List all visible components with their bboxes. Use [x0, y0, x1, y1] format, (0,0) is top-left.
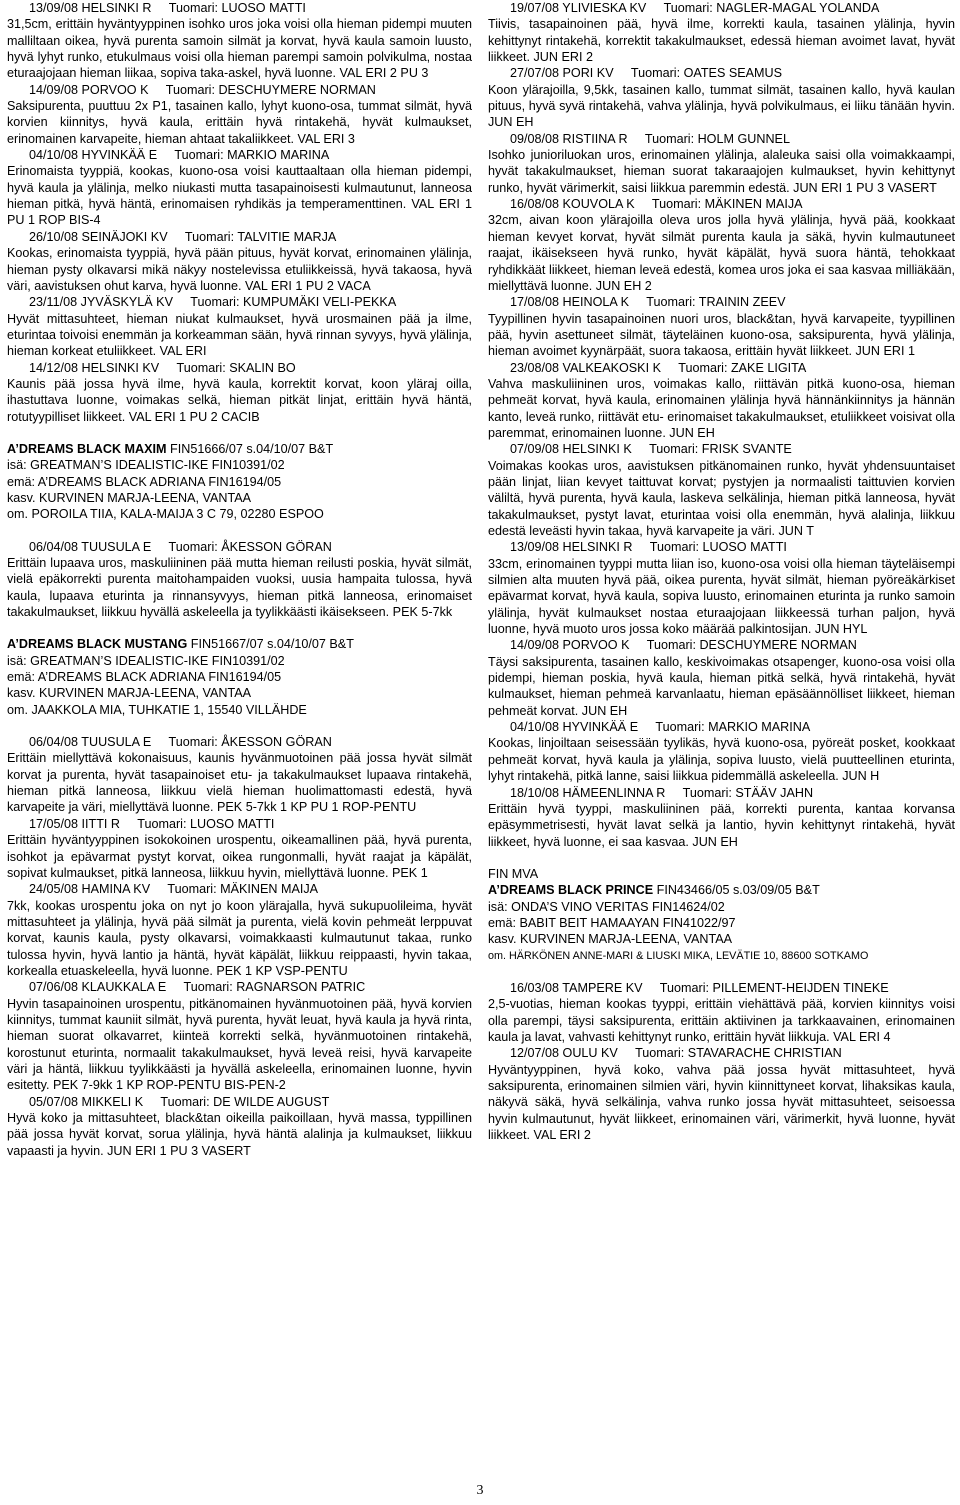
show-critique: 31,5cm, erittäin hyväntyyppinen isohko uros joka voisi olla hieman pidempi muuten malliltaan oikea, hyvä purenta samoin silmät ja korvat, hyvä kaula samoin luusto, hyvä lyhyt runko, etukulmaus voisi olla hieman parempi samoin polvikulma, nostaa eturaajojaan hieman liikaa, sopiva taka-askel, hyvä luonne. VAL ERI 2 PU 3: [7, 17, 472, 81]
show-critique: Koon ylärajoilla, 9,5kk, tasainen kallo, tummat silmät, tasainen kallo, hyvä kaulan pituus, hyvä syvä rintakehä, vahva ylälinja, hyvä polvikulmaus, ei liiku tänään hyvin. JUN EH: [488, 82, 955, 130]
show-critique: 7kk, kookas urospentu joka on nyt jo koon ylärajalla, hyvä sukupuolileima, hyvät mittasuhteet ja ylälinja, hyvä pää silmät ja purenta, vielä kovin pehmeät lerppuvat korvat, kaunis kaula, pysty olkavarsi, voimakkaasti kulmautunut takaa, runko tulossa hyvin, hyvä lantio ja häntä, hyvät käpälät, liikkuu reippaasti, hyvin takaa, korkealla etuaskeleella, hyvä luonne. PEK 1 KP VSP-PENTU: [7, 898, 472, 978]
show-heading: 17/05/08 IITTI R Tuomari: LUOSO MATTI: [29, 816, 275, 831]
show-heading: 24/05/08 HAMINA KV Tuomari: MÄKINEN MAIJA: [29, 882, 319, 897]
spacer: [488, 850, 955, 866]
spacer: [7, 620, 472, 636]
dog-breeder: kasv. KURVINEN MARJA-LEENA, VANTAA: [7, 490, 251, 505]
dog-owner: om. JAAKKOLA MIA, TUHKATIE 1, 15540 VILLÄHDE: [7, 702, 307, 717]
show-critique: Tyypillinen hyvin tasapainoinen nuori uros, black&tan, hyvä karvapeite, tyypillinen pää, hyvin asettuneet silmät, täyteläinen kuono-osa, saksipurenta, hyvä ylälinja, hieman avoimet kyynärpäät, suora takaosa, erittäin hyvät liikkeet. JUN ERI 1: [488, 311, 955, 359]
dog-name: A’DREAMS BLACK PRINCE: [488, 883, 654, 898]
show-critique: Kookas, linjoiltaan seisessään tyylikäs, hyvä kuono-osa, pyöreät posket, kookkaat pehmeät korvat, hyvä kaula ja ylälinja, sopiva luusto, vielä puutteellinen eturinta, lyhyt rintakehä, pitkä lanne, saisi liikkua pidemmällä askeleella. JUN H: [488, 736, 955, 784]
show-critique: Hyvä koko ja mittasuhteet, black&tan oikeilla paikoillaan, hyvä massa, typpillinen pää jossa hyvät korvat, sorua ylälinja, hyvä häntä alalinja ja kulmaukset, liikkuu vapaasti ja hyvin. JUN ERI 1 PU 3 VASERT: [7, 1111, 472, 1158]
show-critique: Hyväntyyppinen, hyvä koko, vahva pää jossa hyvät mittasuhteet, hyvä saksipurenta, erinomainen silmien väri, hyvin kiinnittyneet korvat, lihaksikas kaula, näkyvä säkä, hyvä selkälinja, vahva runko jossa hyvät mittasuhteet, seisoessa hyvin kulmautunut, hyvät liikkeet, erinomainen väri, värimerkit, hyvä luonne, hyvät liikkeet. VAL ERI 2: [488, 1062, 955, 1143]
show-heading: 13/09/08 HELSINKI R Tuomari: LUOSO MATTI: [510, 540, 787, 555]
show-heading: 16/08/08 KOUVOLA K Tuomari: MÄKINEN MAIJA: [510, 197, 803, 212]
dog-entry-title: [7, 441, 472, 457]
dog-entry-title: [7, 636, 472, 652]
dog-registration: FIN51666/07 s.04/10/07 B&T: [166, 441, 334, 456]
show-heading: 07/06/08 KLAUKKALA E Tuomari: RAGNARSON PATRIC: [29, 980, 366, 995]
show-heading: 16/03/08 TAMPERE KV Tuomari: PILLEMENT-HEIJDEN TINEKE: [510, 980, 889, 995]
dog-name: A’DREAMS BLACK MUSTANG: [7, 637, 188, 652]
show-critique: Erittäin lupaava uros, maskuliininen pää mutta hieman reilusti poskia, hyvät silmät, vielä epäkorrekti purenta maitohampaiden vuoksi, uusia hampaita tulossa, hyvä kaula, lupaava eturinta ja rinnansyvyys, hieman pitkä lanneosa, erinomaiset takakulmaukset, liikkuu hyvällä askeleella ja tyylikkäästi ikäisekseen. PEK 5-7kk: [7, 556, 472, 620]
show-critique: Isohko junioriluokan uros, erinomainen ylälinja, alaleuka saisi olla voimakkaampi, hyvät takakulmaukset, hieman suorat takaraajojen kulmaukset, hyvin kehittynyt runko, hyvät värimerkit, saisi liikkua paremmin edestä. JUN ERI 1 PU 3 VASERT: [488, 148, 955, 195]
dog-dam: emä: A’DREAMS BLACK ADRIANA FIN16194/05: [7, 670, 282, 685]
show-critique: Erittäin hyväntyyppinen isokokoinen urospentu, oikeamallinen pää, hyvä purenta, isohkot ja epävarmat pystyt korvat, oikea rungonmalli, hyvät raajat ja käpälät, sopivat kulmaukset, pitkä lanneosa, liikkuu hyvin, miellyttävä luonne. PEK 1: [7, 833, 472, 880]
show-heading: 23/08/08 VALKEAKOSKI K Tuomari: ZAKE LIGITA: [510, 360, 807, 375]
show-critique: 33cm, erinomainen tyyppi mutta liian iso, kuono-osa voisi olla hieman täyteläisempi silmien alta muuten hyvä pää, oikea purenta, hyvät silmät, hieman pyöreäkärkiset epävarmat korvat, hyvä kaula, sopiva luusto, erinomainen eturinta ja runko samoin ylälinja, hyvät kulmaukset nostaa eturaajojaan liikkeessä turhan paljon, hyvä luonne, hyvä muoto uros jossa koko määrää palkintosijan. JUN HYL: [488, 556, 955, 637]
show-heading: 04/10/08 HYVINKÄÄ E Tuomari: MARKIO MARINA: [29, 148, 330, 163]
show-heading: 07/09/08 HELSINKI K Tuomari: FRISK SVANTE: [510, 442, 792, 457]
dog-sire: isä: GREATMAN’S IDEALISTIC-IKE FIN10391/02: [7, 653, 285, 668]
dog-dam: emä: A’DREAMS BLACK ADRIANA FIN16194/05: [7, 474, 282, 489]
dog-breeder: kasv. KURVINEN MARJA-LEENA, VANTAA: [7, 686, 251, 701]
dog-registration: FIN43466/05 s.03/09/05 B&T: [653, 883, 820, 898]
dog-entry-title: [488, 882, 955, 898]
show-critique: Vahva maskuliininen uros, voimakas kallo, riittävän pitkä kuono-osa, hieman pehmeät korvat, hyvä kaula, erinomainen ylälinja hyvä hännänkiinnitys ja hännän kanto, leveä runko, riittävät etu- erinomaiset takakulmaukset, etuliikkeet voisivat olla paremmat, erinomainen luonne. JUN EH: [488, 376, 955, 440]
show-heading: 12/07/08 OULU KV Tuomari: STAVARACHE CHRISTIAN: [510, 1046, 842, 1061]
section-label: FIN MVA: [488, 866, 539, 881]
show-critique: Erinomaista tyyppiä, kookas, kuono-osa voisi kauttaaltaan olla hieman pidempi, hyvä kaula ja ylälinja, melko niukasti mutta tasapainoisesti kulmautunut, lanneosa hieman pitkä, hyvä häntä, erinomaisen ryhdikäs ja temperamenttinen. VAL ERI 1 PU 1 ROP BIS-4: [7, 164, 472, 228]
show-heading: 14/09/08 PORVOO K Tuomari: DESCHUYMERE NORMAN: [510, 638, 857, 653]
show-critique: Täysi saksipurenta, tasainen kallo, keskivoimakas otsapenger, kuono-osa voisi olla pidempi, hieman poskia, hyvä kaula, hieman pitkä selkä, hyvä rintakehä, hyvät kulmaukset, hieman pehmeä karvanlaatu, hieman epäsäännölliset liikkeet, hieman pehmeät korvat. JUN EH: [488, 654, 955, 718]
show-heading: 26/10/08 SEINÄJOKI KV Tuomari: TALVITIE MARJA: [29, 229, 337, 244]
show-critique: Hyvät mittasuhteet, hieman niukat kulmaukset, hyvä urosmainen pää ja ilme, eturintaa toivoisi enemmän ja korkeamman sään, hyvä rinnan syvyys, hyvä ylälinja, hieman korkeat etuliikkeet. VAL ERI: [7, 311, 472, 359]
spacer: [7, 523, 472, 539]
page-number: 3: [476, 1483, 484, 1498]
show-heading: 17/08/08 HEINOLA K Tuomari: TRAININ ZEEV: [510, 295, 786, 310]
show-heading: 05/07/08 MIKKELI K Tuomari: DE WILDE AUGUST: [29, 1094, 330, 1109]
dog-sire: isä: ONDA’S VINO VERITAS FIN14624/02: [488, 899, 725, 914]
show-heading: 23/11/08 JYVÄSKYLÄ KV Tuomari: KUMPUMÄKI VELI-PEKKA: [29, 295, 397, 310]
dog-name: A’DREAMS BLACK MAXIM: [7, 441, 167, 456]
right-column: [488, 0, 955, 1143]
show-heading: 18/10/08 HÄMEENLINNA R Tuomari: STÄÄV JAHN: [510, 785, 814, 800]
show-heading: 19/07/08 YLIVIESKA KV Tuomari: NAGLER-MAGAL YOLANDA: [510, 1, 880, 15]
show-heading: 09/08/08 RISTIINA R Tuomari: HOLM GUNNEL: [510, 131, 790, 146]
show-heading: 13/09/08 HELSINKI R Tuomari: LUOSO MATTI: [29, 1, 306, 15]
show-critique: Kaunis pää jossa hyvä ilme, hyvä kaula, korrektit korvat, koon yläraj oilla, ihastuttava luonne, voimakas selkä, hieman pitkät linjat, erittäin hyvä häntä, rotutyypilliset liikkeet. VAL ERI 1 PU 2 CACIB: [7, 376, 472, 424]
show-critique: 32cm, aivan koon ylärajoilla oleva uros jolla hyvä ylälinja, hyvä pää, kookkaat hieman kevyet korvat, hyvät silmät purenta kaula ja säkä, hyvin kulmautuneet raajat, ikäisekseen hyvä runko, hyvät käpälät, hyvä suora häntä, tehokkaat ryhdikkäät liikkeet, hieman leveä edestä, komea uros joka ei saa kasvaa milliäkään, miellyttävä luonne. JUN EH 2: [488, 213, 955, 293]
dog-dam: emä: BABIT BEIT HAMAAYAN FIN41022/97: [488, 915, 736, 930]
show-heading: 06/04/08 TUUSULA E Tuomari: ÅKESSON GÖRAN: [29, 735, 332, 750]
dog-breeder: kasv. KURVINEN MARJA-LEENA, VANTAA: [488, 932, 732, 947]
dog-sire: isä: GREATMAN’S IDEALISTIC-IKE FIN10391/02: [7, 458, 285, 473]
show-critique: Voimakas kookas uros, aavistuksen pitkänomainen runko, hyvät yhdensuuntaiset pään linjat, liian kevyet taittuvat korvat; pystyjen ja normaalisti taittuvien korvien väliltä, hyvä purenta, hyvä kaula, laskeva selkälinja, hieman pitkä lanneosa, hyvät takakulmaukset, pystyt lavat, eturintaa voisi olla enemmän, hyvä alalinja, liikkuu edestä leveästi hyvin takaa, hyvä karvapeite ja väri. JUN T: [488, 458, 955, 538]
show-critique: Hyvin tasapainoinen urospentu, pitkänomainen hyvänmuotoinen pää, hyvä korvien kiinnitys, tummat kauniit silmät, hyvä purenta, hyvät leuat, hyvä kaula ja hyvä rinta, hieman suorat olkavarret, kiinteä korrekti selkä, hyvänmuotoinen rintakehä, korostunut eturinta, normaalit takakulmaukset, hyvä leveä reisi, hyvä karvapeite väri ja häntä, liikkuu tyylikkäästi ja hyvällä askeleella, erinomainen luonne, hyvin esitetty. PEK 7-9kk 1 KP ROP-PENTU BIS-PEN-2: [7, 996, 472, 1093]
spacer: [7, 718, 472, 734]
show-heading: 27/07/08 PORI KV Tuomari: OATES SEAMUS: [510, 66, 783, 81]
show-heading: 06/04/08 TUUSULA E Tuomari: ÅKESSON GÖRAN: [29, 539, 332, 554]
show-heading: 14/09/08 PORVOO K Tuomari: DESCHUYMERE NORMAN: [29, 82, 376, 97]
spacer: [7, 425, 472, 441]
show-heading: 04/10/08 HYVINKÄÄ E Tuomari: MARKIO MARINA: [510, 720, 811, 735]
show-critique: Saksipurenta, puuttuu 2x P1, tasainen kallo, lyhyt kuono-osa, tummat silmät, hyvä korvien kiinnitys, hyvä kaula, erittäin hyvä rintakehä, hyvät kulmaukset, erinomainen karvapeite, hieman ahtaat takaliikkeet. VAL ERI 3: [7, 99, 472, 146]
show-critique: Tiivis, tasapainoinen pää, hyvä ilme, korrekti kaula, tasainen ylälinja, hyvin kehittynyt rintakehä, korrektit takakulmaukset, edessä hieman avoimet lavat, hyvät liikkeet. JUN ERI 2: [488, 17, 955, 65]
show-critique: Erittäin miellyttävä kokonaisuus, kaunis hyvänmuotoinen pää jossa hyvät silmät korvat ja purenta, hyvät tasapainoiset etu- ja takakulmaukset lupaava rintakehä, hieman pitkä lanneosa, liikkuu vielä hieman huolimattomasti edestä, hyvä karvapeite ja väri, miellyttävä luonne. PEK 5-7kk 1 KP PU 1 ROP-PENTU: [7, 751, 472, 815]
dog-owner: om. HÄRKÖNEN ANNE-MARI & LIUSKI MIKA, LEVÄTIE 10, 88600 SOTKAMO: [488, 949, 869, 962]
show-critique: 2,5-vuotias, hieman kookas tyyppi, erittäin viehättävä pää, korvien kiinnitys voisi olla parempi, täysi saksipurenta, erittäin aktiivinen ja tarkkaavainen, erinomainen kaula ja lavat, vahvasti kehittynyt runko, erittäin hyvät liikkuja. VAL ERI 4: [488, 997, 955, 1044]
left-column: [7, 0, 472, 1159]
dog-owner: om. POROILA TIIA, KALA-MAIJA 3 C 79, 02280 ESPOO: [7, 507, 324, 522]
show-heading: 14/12/08 HELSINKI KV Tuomari: SKALIN BO: [29, 360, 296, 375]
show-critique: Erittäin hyvä tyyppi, maskuliininen pää, korrekti purenta, kantaa korvansa epäsymmetrisesti, hyvät lavat selkä ja lantio, hyvin kehittynyt rintakehä, hyvät liikkeet, hyvä luonne, ei saa kasvaa. JUN EH: [488, 801, 955, 849]
spacer: [488, 964, 955, 980]
dog-registration: FIN51667/07 s.04/10/07 B&T: [187, 637, 354, 652]
show-critique: Kookas, erinomaista tyyppiä, hyvä pään pituus, hyvät korvat, erinomainen ylälinja, hieman pysty olkavarsi mikä näkyy nostelevissa etuliikkeissä, hyvä takaosa, hyvä väri, aavistuksen ohut karva, hyvä luonne. VAL ERI 1 PU 2 VACA: [7, 246, 472, 293]
